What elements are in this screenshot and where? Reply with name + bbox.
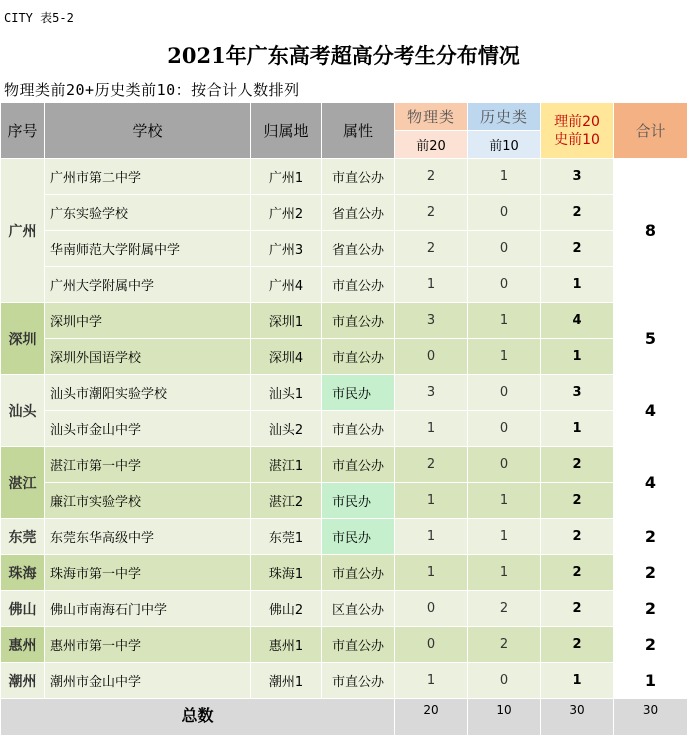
location-cell: 广州1 bbox=[251, 159, 322, 195]
history-count-cell: 0 bbox=[468, 267, 541, 303]
table-footer-row bbox=[1, 699, 687, 736]
table-body bbox=[1, 159, 687, 699]
city-cell: 惠州 bbox=[1, 627, 45, 663]
location-cell: 东莞1 bbox=[251, 519, 322, 555]
header-attr: 属性 bbox=[322, 103, 395, 159]
table-row bbox=[1, 555, 687, 591]
location-cell: 湛江2 bbox=[251, 483, 322, 519]
school-name-cell: 惠州市第一中学 bbox=[45, 627, 251, 663]
footer-physics-count: 20 bbox=[395, 699, 468, 736]
city-total-cell: 8 bbox=[614, 159, 687, 303]
physics-count-cell: 2 bbox=[395, 447, 468, 483]
combined-count-cell: 2 bbox=[541, 231, 614, 267]
city-cell: 佛山 bbox=[1, 591, 45, 627]
header-history: 历史类 bbox=[468, 103, 541, 131]
table-row bbox=[1, 591, 687, 627]
attribute-cell: 市民办 bbox=[322, 375, 395, 411]
header-combined-line2: 史前10 bbox=[541, 131, 613, 149]
location-cell: 广州4 bbox=[251, 267, 322, 303]
header-school: 学校 bbox=[45, 103, 251, 159]
school-name-cell: 珠海市第一中学 bbox=[45, 555, 251, 591]
combined-count-cell: 3 bbox=[541, 375, 614, 411]
history-count-cell: 1 bbox=[468, 339, 541, 375]
distribution-table bbox=[0, 102, 687, 736]
attribute-cell: 市直公办 bbox=[322, 159, 395, 195]
city-cell: 潮州 bbox=[1, 663, 45, 699]
physics-count-cell: 1 bbox=[395, 483, 468, 519]
combined-count-cell: 2 bbox=[541, 483, 614, 519]
header-history-top10: 前10 bbox=[468, 131, 541, 159]
combined-count-cell: 2 bbox=[541, 591, 614, 627]
table-row bbox=[1, 519, 687, 555]
location-cell: 汕头2 bbox=[251, 411, 322, 447]
physics-count-cell: 3 bbox=[395, 375, 468, 411]
school-name-cell: 佛山市南海石门中学 bbox=[45, 591, 251, 627]
header-total: 合计 bbox=[614, 103, 687, 159]
table-row bbox=[1, 411, 687, 447]
footer-label: 总数 bbox=[1, 699, 395, 736]
table-row bbox=[1, 303, 687, 339]
attribute-cell: 区直公办 bbox=[322, 591, 395, 627]
table-row bbox=[1, 483, 687, 519]
physics-count-cell: 1 bbox=[395, 267, 468, 303]
attribute-cell: 市直公办 bbox=[322, 555, 395, 591]
table-row bbox=[1, 159, 687, 195]
table-row bbox=[1, 663, 687, 699]
footer-total-count: 30 bbox=[614, 699, 687, 736]
physics-count-cell: 0 bbox=[395, 591, 468, 627]
table-row bbox=[1, 231, 687, 267]
city-total-cell: 2 bbox=[614, 519, 687, 555]
attribute-cell: 市直公办 bbox=[322, 339, 395, 375]
location-cell: 广州3 bbox=[251, 231, 322, 267]
history-count-cell: 0 bbox=[468, 447, 541, 483]
history-count-cell: 1 bbox=[468, 303, 541, 339]
location-cell: 佛山2 bbox=[251, 591, 322, 627]
attribute-cell: 省直公办 bbox=[322, 231, 395, 267]
school-name-cell: 广州市第二中学 bbox=[45, 159, 251, 195]
attribute-cell: 市民办 bbox=[322, 483, 395, 519]
location-cell: 汕头1 bbox=[251, 375, 322, 411]
location-cell: 珠海1 bbox=[251, 555, 322, 591]
city-cell: 湛江 bbox=[1, 447, 45, 519]
city-total-cell: 4 bbox=[614, 375, 687, 447]
footer-history-count: 10 bbox=[468, 699, 541, 736]
history-count-cell: 2 bbox=[468, 591, 541, 627]
table-row bbox=[1, 627, 687, 663]
history-count-cell: 0 bbox=[468, 375, 541, 411]
city-total-cell: 2 bbox=[614, 555, 687, 591]
attribute-cell: 市民办 bbox=[322, 519, 395, 555]
city-total-cell: 1 bbox=[614, 663, 687, 699]
attribute-cell: 市直公办 bbox=[322, 303, 395, 339]
combined-count-cell: 2 bbox=[541, 627, 614, 663]
combined-count-cell: 1 bbox=[541, 411, 614, 447]
city-cell: 深圳 bbox=[1, 303, 45, 375]
school-name-cell: 深圳外国语学校 bbox=[45, 339, 251, 375]
history-count-cell: 2 bbox=[468, 627, 541, 663]
location-cell: 湛江1 bbox=[251, 447, 322, 483]
combined-count-cell: 1 bbox=[541, 267, 614, 303]
attribute-cell: 市直公办 bbox=[322, 663, 395, 699]
physics-count-cell: 2 bbox=[395, 231, 468, 267]
city-cell: 东莞 bbox=[1, 519, 45, 555]
city-cell: 广州 bbox=[1, 159, 45, 303]
history-count-cell: 0 bbox=[468, 411, 541, 447]
combined-count-cell: 3 bbox=[541, 159, 614, 195]
history-count-cell: 1 bbox=[468, 519, 541, 555]
table-row bbox=[1, 267, 687, 303]
attribute-cell: 市直公办 bbox=[322, 447, 395, 483]
physics-count-cell: 1 bbox=[395, 411, 468, 447]
city-total-cell: 4 bbox=[614, 447, 687, 519]
location-cell: 深圳4 bbox=[251, 339, 322, 375]
table-row bbox=[1, 375, 687, 411]
combined-count-cell: 2 bbox=[541, 555, 614, 591]
history-count-cell: 0 bbox=[468, 195, 541, 231]
header-seq: 序号 bbox=[1, 103, 45, 159]
physics-count-cell: 3 bbox=[395, 303, 468, 339]
header-physics: 物理类 bbox=[395, 103, 468, 131]
attribute-cell: 省直公办 bbox=[322, 195, 395, 231]
school-name-cell: 深圳中学 bbox=[45, 303, 251, 339]
history-count-cell: 0 bbox=[468, 231, 541, 267]
history-count-cell: 1 bbox=[468, 159, 541, 195]
combined-count-cell: 1 bbox=[541, 663, 614, 699]
history-count-cell: 0 bbox=[468, 663, 541, 699]
school-name-cell: 潮州市金山中学 bbox=[45, 663, 251, 699]
physics-count-cell: 1 bbox=[395, 663, 468, 699]
city-cell: 珠海 bbox=[1, 555, 45, 591]
header-physics-top20: 前20 bbox=[395, 131, 468, 159]
school-name-cell: 汕头市潮阳实验学校 bbox=[45, 375, 251, 411]
header-combined bbox=[541, 103, 614, 159]
physics-count-cell: 2 bbox=[395, 159, 468, 195]
header-combined-line1: 理前20 bbox=[541, 113, 613, 131]
combined-count-cell: 2 bbox=[541, 519, 614, 555]
city-total-cell: 2 bbox=[614, 627, 687, 663]
physics-count-cell: 0 bbox=[395, 339, 468, 375]
table-row bbox=[1, 339, 687, 375]
attribute-cell: 市直公办 bbox=[322, 411, 395, 447]
physics-count-cell: 2 bbox=[395, 195, 468, 231]
footer-combined-count: 30 bbox=[541, 699, 614, 736]
history-count-cell: 1 bbox=[468, 555, 541, 591]
city-cell: 汕头 bbox=[1, 375, 45, 447]
school-name-cell: 东莞东华高级中学 bbox=[45, 519, 251, 555]
page-subtitle: 物理类前20+历史类前10：按合计人数排列 bbox=[4, 79, 300, 100]
school-name-cell: 廉江市实验学校 bbox=[45, 483, 251, 519]
attribute-cell: 市直公办 bbox=[322, 267, 395, 303]
combined-count-cell: 2 bbox=[541, 195, 614, 231]
physics-count-cell: 0 bbox=[395, 627, 468, 663]
combined-count-cell: 1 bbox=[541, 339, 614, 375]
city-total-cell: 2 bbox=[614, 591, 687, 627]
history-count-cell: 1 bbox=[468, 483, 541, 519]
school-name-cell: 华南师范大学附属中学 bbox=[45, 231, 251, 267]
combined-count-cell: 4 bbox=[541, 303, 614, 339]
location-cell: 潮州1 bbox=[251, 663, 322, 699]
page-title: 2021年广东高考超高分考生分布情况 bbox=[0, 40, 687, 70]
school-name-cell: 湛江市第一中学 bbox=[45, 447, 251, 483]
school-name-cell: 广东实验学校 bbox=[45, 195, 251, 231]
location-cell: 广州2 bbox=[251, 195, 322, 231]
attribute-cell: 市直公办 bbox=[322, 627, 395, 663]
combined-count-cell: 2 bbox=[541, 447, 614, 483]
table-row bbox=[1, 195, 687, 231]
physics-count-cell: 1 bbox=[395, 555, 468, 591]
location-cell: 深圳1 bbox=[251, 303, 322, 339]
city-total-cell: 5 bbox=[614, 303, 687, 375]
header-belong: 归属地 bbox=[251, 103, 322, 159]
location-cell: 惠州1 bbox=[251, 627, 322, 663]
school-name-cell: 广州大学附属中学 bbox=[45, 267, 251, 303]
physics-count-cell: 1 bbox=[395, 519, 468, 555]
table-code: CITY 表5-2 bbox=[4, 9, 74, 26]
school-name-cell: 汕头市金山中学 bbox=[45, 411, 251, 447]
table-row bbox=[1, 447, 687, 483]
